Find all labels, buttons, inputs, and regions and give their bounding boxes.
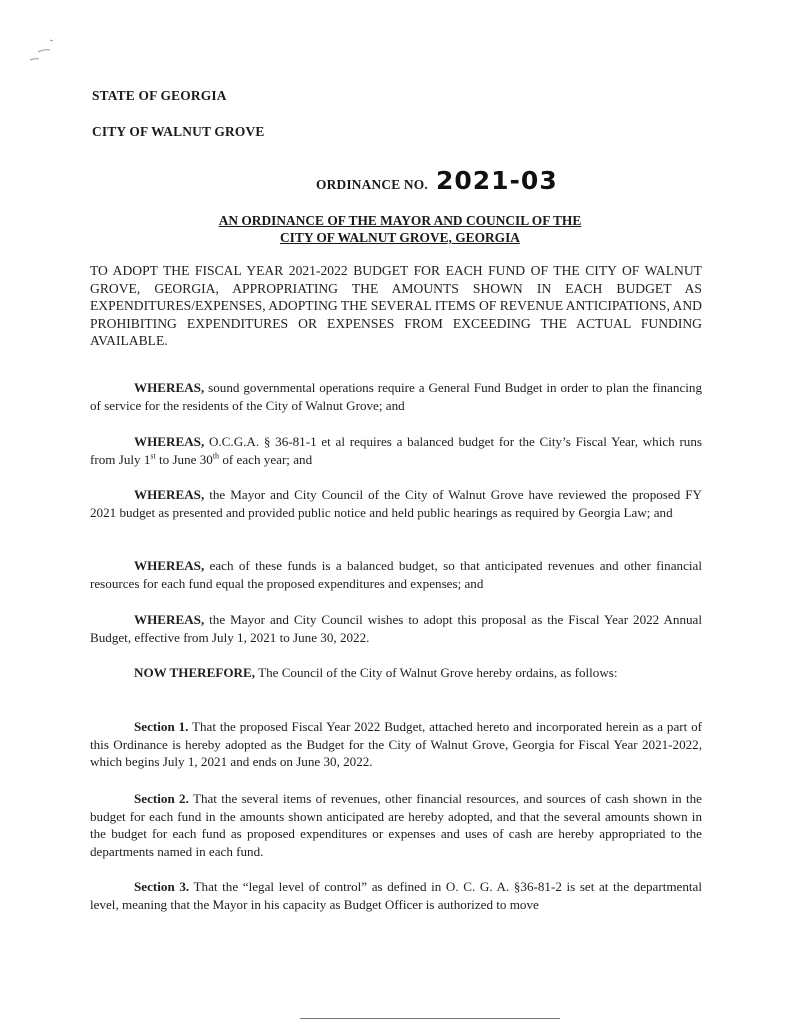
section-1-paragraph [90,718,702,771]
whereas-lead: WHEREAS, [134,434,205,449]
section-text: That the “legal level of control” as defined in O. C. G. A. §36-81-2 is set at the departmental level, meaning that the Mayor in his capacity as Budget Officer is authorized to move [90,879,703,912]
whereas-lead: WHEREAS, [134,612,205,627]
whereas-paragraph-1 [90,379,702,414]
whereas-text: the Mayor and City Council of the City of Walnut Grove have reviewed the proposed FY 2021 budget as presented and provided public notice and held public hearings as required by Georgia Law; and [90,487,702,520]
whereas-text: of each year; and [219,451,313,467]
whereas-text: sound governmental operations require a General Fund Budget in order to plan the financing of service for the residents of the City of Walnut Grove; and [90,380,702,413]
whereas-paragraph-2 [90,433,702,468]
section-lead: Section 2. [134,791,189,806]
whereas-text: to June 30 [155,451,213,467]
ordinance-number-handwritten: 2021-03 [435,166,558,195]
now-therefore-paragraph [90,664,702,682]
section-3-paragraph [90,878,702,913]
superscript-st: st [150,451,156,461]
city-heading: CITY OF WALNUT GROVE [92,124,265,139]
whereas-lead: WHEREAS, [134,380,205,395]
whereas-paragraph-5 [90,611,702,646]
scan-smudge-mark [22,38,62,64]
whereas-lead: WHEREAS, [134,487,205,502]
ordinance-title-line-2: CITY OF WALNUT GROVE, GEORGIA [280,230,520,245]
superscript-th: th [212,451,220,461]
whereas-paragraph-4 [90,557,702,592]
whereas-text: O.C.G.A. § 36-81-1 et al requires a balanced budget for the City’s Fiscal Year, which runs from July 1 [90,434,702,467]
section-lead: Section 3. [134,879,190,894]
page-bottom-rule [300,1018,560,1019]
ordinance-number-line [316,166,558,195]
ordinance-title-line-1: AN ORDINANCE OF THE MAYOR AND COUNCIL OF THE [218,213,582,228]
section-lead: Section 1. [134,719,189,734]
ordinance-purpose-paragraph: TO ADOPT THE FISCAL YEAR 2021-2022 BUDGET FOR EACH FUND OF THE CITY OF WALNUT GROVE, GEORGIA, APPROPRIATING THE AMOUNTS SHOWN IN EACH BUDGET AS EXPENDITURES/EXPENSES, ADOPTING THE SEVERAL ITEMS OF REVENUE ANTICIPATIONS, AND PROHIBITING EXPENDITURES OR EXPENSES FROM EXCEEDING THE ACTUAL FUNDING AVAILABLE. [90,263,702,349]
whereas-text: each of these funds is a balanced budget, so that anticipated revenues and other financial resources for each fund equal the proposed expenditures and expenses; and [90,558,702,591]
now-therefore-text: The Council of the City of Walnut Grove hereby ordains, as follows: [255,665,618,680]
now-therefore-lead: NOW THEREFORE, [134,665,256,680]
section-text: That the proposed Fiscal Year 2022 Budget, attached hereto and incorporated herein as a part of this Ordinance is hereby adopted as the Budget for the City of Walnut Grove, Georgia for Fiscal Year 2021-2022, which begins July 1, 2021 and ends on June 30, 2022. [90,719,703,770]
section-2-paragraph [90,790,702,860]
ordinance-label: ORDINANCE NO. [316,177,428,192]
whereas-paragraph-3 [90,486,702,521]
state-heading: STATE OF GEORGIA [92,88,227,103]
whereas-lead: WHEREAS, [134,558,205,573]
section-text: That the several items of revenues, other financial resources, and sources of cash shown in the budget for each fund in the amounts shown anticipated are hereby adopted, and that the several amounts shown in the budget for each fund as proposed expenditures or expenses and uses of cash are hereby appropriated to the departments named in each fund. [90,791,702,859]
whereas-text: the Mayor and City Council wishes to adopt this proposal as the Fiscal Year 2022 Annual Budget, effective from July 1, 2021 to June 30, 2022. [90,612,702,645]
